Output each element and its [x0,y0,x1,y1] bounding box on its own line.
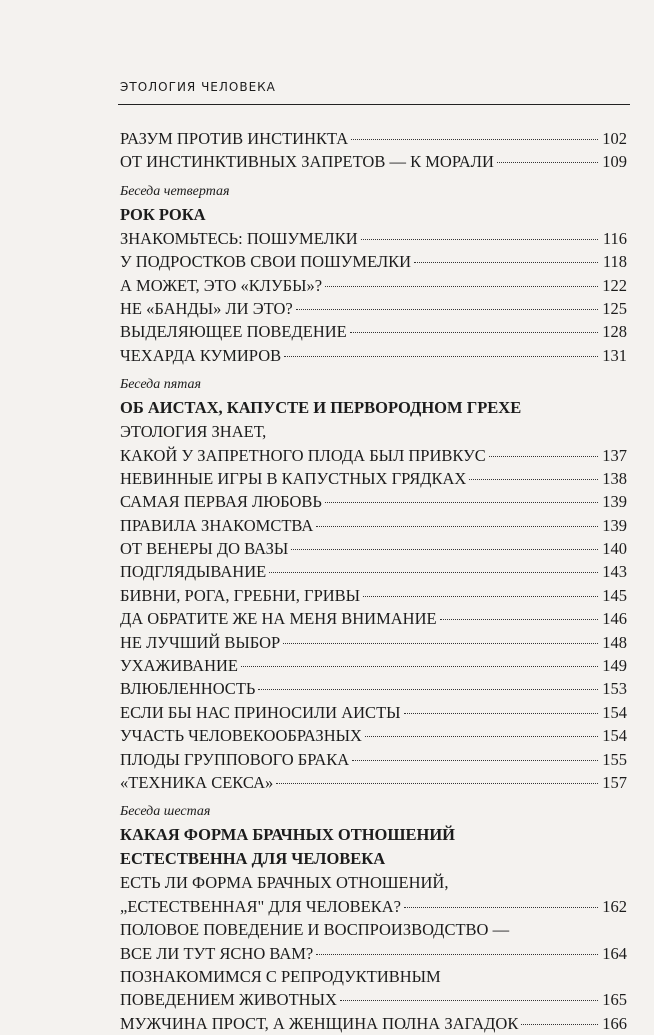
leader-dots [497,162,598,163]
toc-page-number: 128 [602,322,627,342]
leader-dots [284,356,598,357]
section-title: КАКАЯ ФОРМА БРАЧНЫХ ОТНОШЕНИЙ [120,825,455,845]
toc-entry[interactable] [120,250,627,273]
toc-entry-title: УХАЖИВАНИЕ [120,656,239,676]
toc-entry[interactable] [120,344,627,367]
toc-page-number: 139 [602,492,627,512]
toc-entry[interactable] [120,274,627,297]
toc-entry[interactable] [120,654,627,677]
leader-dots [414,262,598,263]
toc-entry[interactable] [120,724,627,747]
leader-dots [316,954,598,955]
toc-entry-title: ПЛОДЫ ГРУППОВОГО БРАКА [120,749,350,769]
toc-page-number: 139 [602,515,627,535]
toc-entry-title: НЕВИННЫЕ ИГРЫ В КАПУСТНЫХ ГРЯДКАХ [120,468,467,488]
toc-page-number: 148 [602,632,627,652]
toc-entry[interactable] [120,1012,627,1035]
toc-entry-title: ПОЗНАКОМИМСЯ С РЕПРОДУКТИВНЫМ [120,966,441,986]
toc-entry[interactable] [120,297,627,320]
section-title: ЕСТЕСТВЕННА ДЛЯ ЧЕЛОВЕКА [120,849,386,869]
toc-entry[interactable] [120,942,627,965]
toc-page-number: 125 [602,298,627,318]
toc-entry-title: МУЖЧИНА ПРОСТ, А ЖЕНЩИНА ПОЛНА ЗАГАДОК [120,1013,519,1033]
leader-dots [361,239,598,240]
toc-entry-title: «ТЕХНИКА СЕКСА» [120,772,274,792]
toc-entry-title: НЕ ЛУЧШИЙ ВЫБОР [120,632,281,652]
toc-entry-title: ЭТОЛОГИЯ ЗНАЕТ, [120,422,267,442]
toc-page-number: 143 [602,562,627,582]
toc-entry-title: ПРАВИЛА ЗНАКОМСТВА [120,515,314,535]
toc-page-number: 131 [602,345,627,365]
toc-page-number: 109 [602,152,627,172]
toc-entry[interactable] [120,631,627,654]
leader-dots [489,456,598,457]
toc-page-number: 154 [602,702,627,722]
toc-entry[interactable] [120,514,627,537]
toc-entry-title: ЧЕХАРДА КУМИРОВ [120,345,282,365]
toc-entry-title: ПОЛОВОЕ ПОВЕДЕНИЕ И ВОСПРОИЗВОДСТВО — [120,920,510,940]
toc-entry[interactable] [120,988,627,1011]
toc-entry[interactable] [120,127,627,150]
toc-entry-title: ВСЕ ЛИ ТУТ ЯСНО ВАМ? [120,943,314,963]
toc-page-number: 122 [602,275,627,295]
leader-dots [283,643,598,644]
toc-entry-title: ВЛЮБЛЕННОСТЬ [120,679,256,699]
leader-dots [350,332,598,333]
leader-dots [340,1000,598,1001]
toc-entry[interactable] [120,444,627,467]
toc-entry-title: „ЕСТЕСТВЕННАЯ" ДЛЯ ЧЕЛОВЕКА? [120,896,401,916]
toc-page-number: 138 [602,468,627,488]
leader-dots [325,502,598,503]
section-title: ОБ АИСТАХ, КАПУСТЕ И ПЕРВОРОДНОМ ГРЕХЕ [120,398,522,418]
toc-page-number: 164 [602,943,627,963]
toc-entry[interactable] [120,607,627,630]
table-of-contents [120,127,627,1035]
toc-entry[interactable] [120,677,627,700]
leader-dots [351,139,598,140]
toc-entry-title: ОТ ВЕНЕРЫ ДО ВАЗЫ [120,539,289,559]
toc-entry[interactable] [120,771,627,794]
toc-entry-title: САМАЯ ПЕРВАЯ ЛЮБОВЬ [120,492,322,512]
section-label: Беседа шестая [120,804,211,820]
toc-entry[interactable] [120,227,627,250]
toc-page-number: 149 [602,656,627,676]
toc-page-number: 140 [602,539,627,559]
toc-entry-title: ЕСЛИ БЫ НАС ПРИНОСИЛИ АИСТЫ [120,702,401,722]
leader-dots [296,309,598,310]
toc-entry[interactable] [120,490,627,513]
toc-page-number: 137 [602,445,627,465]
leader-dots [241,666,598,667]
toc-entry[interactable] [120,584,627,607]
toc-entry[interactable] [120,320,627,343]
leader-dots [440,619,598,620]
leader-dots [258,689,598,690]
leader-dots [363,596,598,597]
toc-entry-title: УЧАСТЬ ЧЕЛОВЕКООБРАЗНЫХ [120,726,362,746]
toc-page-number: 166 [602,1013,627,1033]
toc-entry-title: ДА ОБРАТИТЕ ЖЕ НА МЕНЯ ВНИМАНИЕ [120,609,437,629]
toc-entry-title: БИВНИ, РОГА, ГРЕБНИ, ГРИВЫ [120,585,361,605]
header-rule [118,104,630,105]
leader-dots [404,907,598,908]
toc-entry[interactable] [120,150,627,173]
toc-entry[interactable] [120,748,627,771]
leader-dots [325,286,598,287]
leader-dots [404,713,598,714]
leader-dots [352,760,598,761]
toc-page-number: 118 [602,252,627,272]
toc-entry-title: РАЗУМ ПРОТИВ ИНСТИНКТА [120,129,349,148]
toc-entry-title: ЗНАКОМЬТЕСЬ: ПОШУМЕЛКИ [120,228,358,248]
leader-dots [269,572,598,573]
toc-page-number: 165 [602,990,627,1010]
toc-entry[interactable] [120,467,627,490]
leader-dots [521,1024,598,1025]
toc-entry-title: ОТ ИНСТИНКТИВНЫХ ЗАПРЕТОВ — К МОРАЛИ [120,152,494,172]
toc-entry-title: НЕ «БАНДЫ» ЛИ ЭТО? [120,298,293,318]
toc-page-number: 162 [602,896,627,916]
toc-entry-title: А МОЖЕТ, ЭТО «КЛУБЫ»? [120,275,323,295]
toc-entry-first-line[interactable] [120,918,627,941]
toc-entry[interactable] [120,537,627,560]
leader-dots [291,549,598,550]
toc-entry-title: КАКОЙ У ЗАПРЕТНОГО ПЛОДА БЫЛ ПРИВКУС [120,445,486,465]
toc-entry-title: У ПОДРОСТКОВ СВОИ ПОШУМЕЛКИ [120,252,412,272]
leader-dots [316,526,598,527]
section-label: Беседа четвертая [120,183,230,199]
toc-entry-title: ПОВЕДЕНИЕМ ЖИВОТНЫХ [120,990,337,1010]
section-title: РОК РОКА [120,204,206,224]
toc-entry-title: ПОДГЛЯДЫВАНИЕ [120,562,267,582]
toc-entry-first-line[interactable] [120,965,627,988]
toc-page-number: 146 [602,609,627,629]
leader-dots [365,736,598,737]
toc-entry[interactable] [120,560,627,583]
toc-page-number: 154 [602,726,627,746]
toc-entry[interactable] [120,895,627,918]
running-head: ЭТОЛОГИЯ ЧЕЛОВЕКА [120,80,276,94]
toc-entry-first-line[interactable] [120,871,627,894]
leader-dots [276,783,598,784]
toc-entry-first-line[interactable] [120,420,627,443]
toc-page-number: 145 [602,585,627,605]
toc-page-number: 102 [602,129,627,148]
toc-page-number: 116 [602,228,627,248]
leader-dots [469,479,598,480]
toc-page-number: 157 [602,772,627,792]
toc-entry[interactable] [120,701,627,724]
toc-page-number: 153 [602,679,627,699]
toc-entry-title: ВЫДЕЛЯЮЩЕЕ ПОВЕДЕНИЕ [120,322,347,342]
toc-page-number: 155 [602,749,627,769]
toc-entry-title: ЕСТЬ ЛИ ФОРМА БРАЧНЫХ ОТНОШЕНИЙ, [120,873,449,893]
section-label: Беседа пятая [120,377,202,393]
